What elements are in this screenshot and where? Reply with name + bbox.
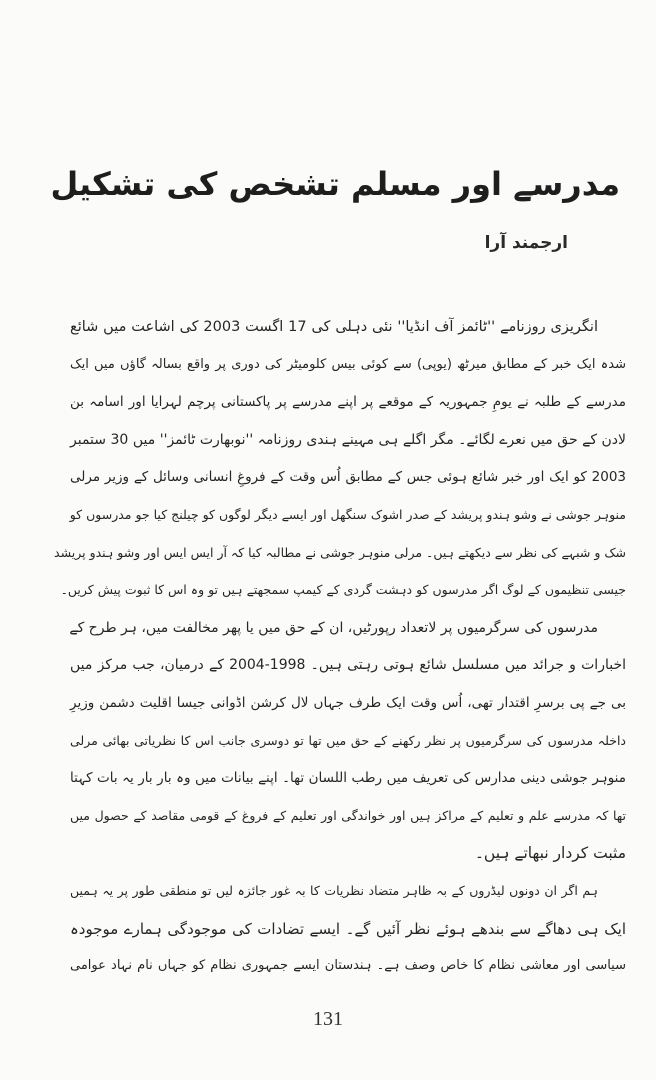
text-line: منوہر جوشی نے وشو ہندو پریشد کے صدر اشوک سنگھل اور ایسے دیگر لوگوں کو چیلنج کیا جو مدرسوں کو	[69, 507, 626, 522]
text-line: تھا کہ مدرسے علم و تعلیم کے مراکز ہیں اور خواندگی اور تعلیم کے فروغ کے قومی مقاصد کے حصول میں	[70, 807, 626, 823]
text-line: شدہ ایک خبر کے مطابق میرٹھ (یوپی) سے کوئی بیس کلومیٹر کی دوری پر واقع بسالہ گاؤں میں ایک	[70, 356, 626, 372]
text-line: مدرسے کے طلبہ نے یومِ جمہوریہ کے موقعے پر اپنے مدرسے پر پاکستانی پرچم لہرایا اور اسامہ بن	[70, 394, 626, 411]
text-line: سیاسی اور معاشی نظام کا خاص وصف ہے۔ ہندستان ایسے جمہوری نظام کو جہاں نام نہاد عوامی	[70, 958, 626, 974]
text-line: جیسی تنظیموں کے لوگ اگر مدرسوں کو دہشت گردی کے کیمپ سمجھتے ہیں تو وہ اس کا ثبوت پیش کریں۔	[60, 582, 626, 598]
text-line: 2003 کو ایک اور خبر شائع ہوئی جس کے مطابق اُس وقت کے فروغِ انسانی وسائل کے وزیر مرلی	[70, 469, 626, 486]
text-line: بی جے پی برسرِ اقتدار تھی، اُس وقت ایک طرف جہاں لال کرشن اڈوانی جیسا اقلیت دشمن وزیرِ	[70, 695, 626, 711]
text-line: انگریزی روزنامے ''ٹائمز آف انڈیا'' نئی دہلی کی 17 اگست 2003 کی اشاعت میں شائع	[70, 319, 598, 335]
text-line: مدرسوں کی سرگرمیوں پر لاتعداد رپورٹیں، ان کے حق میں یا پھر مخالفت میں، ہر طرح کے	[69, 619, 598, 636]
page-number: 131	[313, 1008, 343, 1030]
article-title: مدرسے اور مسلم تشخص کی تشکیل	[50, 165, 620, 203]
text-line: مثبت کردار نبھاتے ہیں۔	[474, 844, 626, 863]
text-line: داخلہ مدرسوں کی سرگرمیوں پر نظر رکھنے کے حق میں تھا تو دوسری جانب اس کا نظریاتی بھائی مرلی	[70, 732, 626, 748]
text-line: شک و شبہے کی نظر سے دیکھتے ہیں۔ مرلی منوہر جوشی نے مطالبہ کیا کہ آر ایس ایس اور وشو ہندو پریشد	[54, 544, 626, 560]
text-line: منوہر جوشی دینی مدارس کی تعریف میں رطب اللسان تھا۔ اپنے بیانات میں وہ بار بار یہ بات کہتا	[70, 770, 626, 787]
text-line: ہم اگر ان دونوں لیڈروں کے بہ ظاہر متضاد نظریات کا بہ غور جائزہ لیں تو منطقی طور پر یہ ہمیں	[70, 883, 598, 898]
text-line: لادن کے حق میں نعرے لگائے۔ مگر اگلے ہی مہینے ہندی روزنامہ ''نوبھارت ٹائمز'' میں 30 ستمبر	[70, 431, 626, 448]
text-line: ایک ہی دھاگے سے بندھے ہوئے نظر آئیں گے۔ ایسے تضادات کی موجودگی ہمارے موجودہ	[70, 919, 626, 938]
text-line: اخبارات و جرائد میں مسلسل شائع ہوتی رہتی ہیں۔ 1998-2004 کے درمیان، جب مرکز میں	[70, 657, 626, 674]
author-name: ارجمند آرا	[484, 233, 568, 253]
